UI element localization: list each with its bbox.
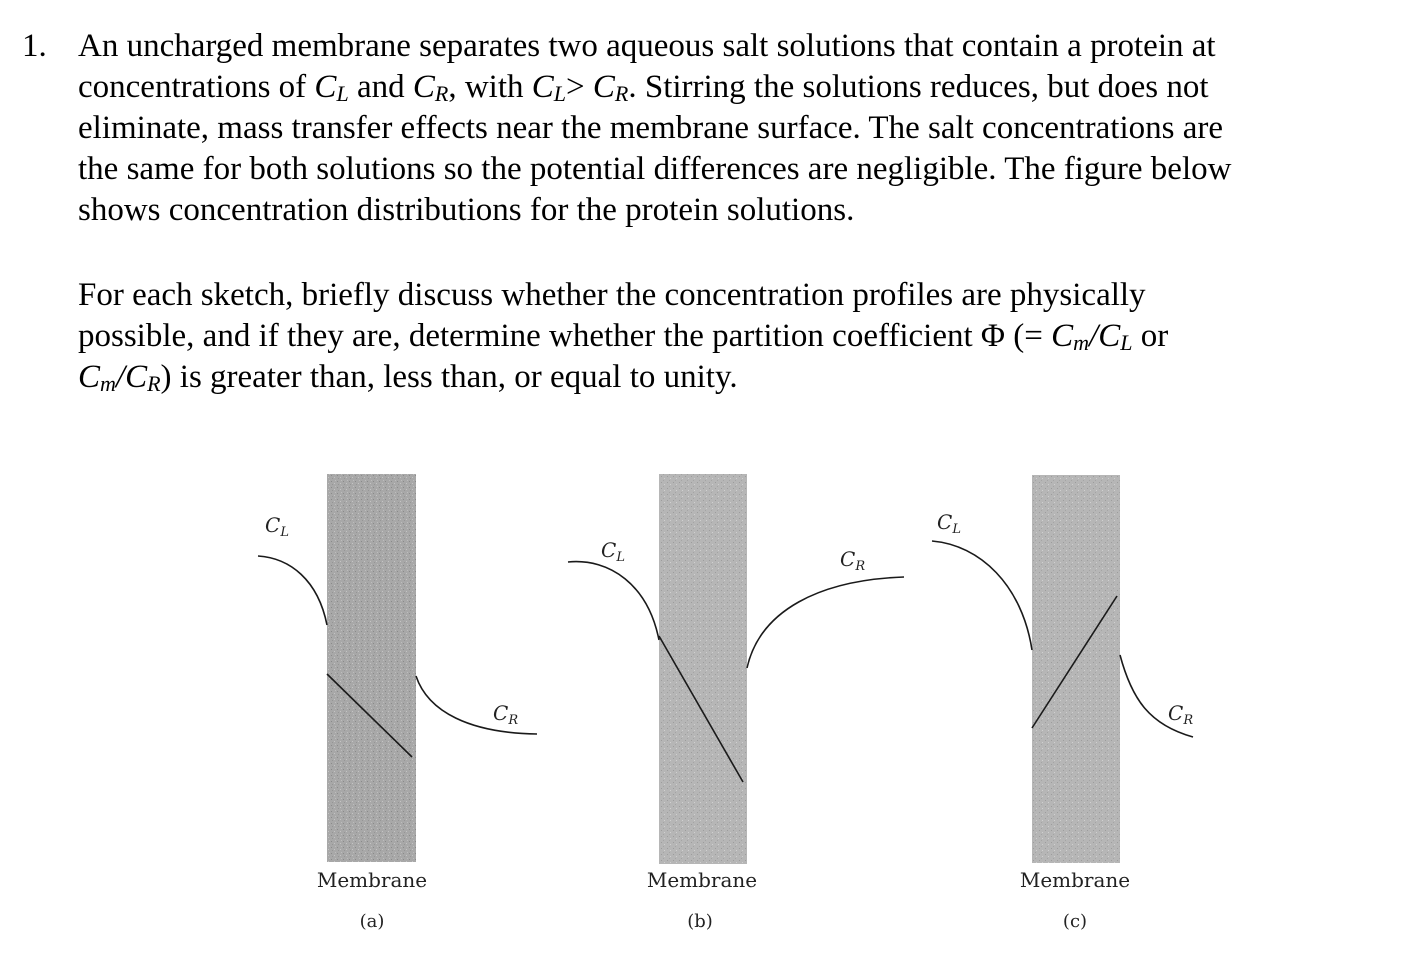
intro-line-5: shows concentration distributions for the protein solutions. xyxy=(78,192,855,228)
membrane-label-b: Membrane xyxy=(646,868,758,892)
intro-line-3: eliminate, mass transfer effects near the membrane surface. The salt concentrations are xyxy=(78,110,1224,146)
caption-c: (c) xyxy=(1062,911,1088,932)
membrane-label-a: Membrane xyxy=(316,868,428,892)
label-cl-c: $C_L$ xyxy=(937,510,961,537)
label-cr-c: $C_R$ xyxy=(1168,701,1194,728)
task-line-3: Cm/CR) is greater than, less than, or equal to unity. xyxy=(78,359,738,396)
label-cl-b: $C_L$ xyxy=(601,538,625,565)
membrane-b xyxy=(659,474,747,864)
intro-line-2: concentrations of CL and CR, with CL> CR. Stirring the solutions reduces, but does not xyxy=(78,69,1209,106)
right-curve-a xyxy=(416,676,537,734)
intro-line-1: An uncharged membrane separates two aqueous salt solutions that contain a protein at xyxy=(78,28,1216,64)
panel-a xyxy=(258,474,537,862)
membrane-a xyxy=(327,474,416,862)
label-cr-a: $C_R$ xyxy=(493,701,519,728)
left-curve-b xyxy=(568,562,659,640)
task-line-2: possible, and if they are, determine whether the partition coefficient Φ (= Cm/CL or xyxy=(78,318,1169,355)
caption-b: (b) xyxy=(687,911,713,932)
task-line-1: For each sketch, briefly discuss whether the concentration profiles are physically xyxy=(78,277,1146,313)
panel-c xyxy=(932,475,1193,863)
label-cl-a: $C_L$ xyxy=(265,513,289,540)
label-cr-b: $C_R$ xyxy=(840,547,866,574)
intro-line-4: the same for both solutions so the potential differences are negligible. The figure below xyxy=(78,151,1232,187)
left-curve-c xyxy=(932,541,1032,650)
right-curve-b xyxy=(747,577,904,668)
membrane-c xyxy=(1032,475,1120,863)
membrane-label-c: Membrane xyxy=(1019,868,1131,892)
left-curve-a xyxy=(258,556,327,625)
panel-b xyxy=(568,474,904,864)
caption-a: (a) xyxy=(359,911,385,932)
question-number: 1. xyxy=(22,28,47,64)
